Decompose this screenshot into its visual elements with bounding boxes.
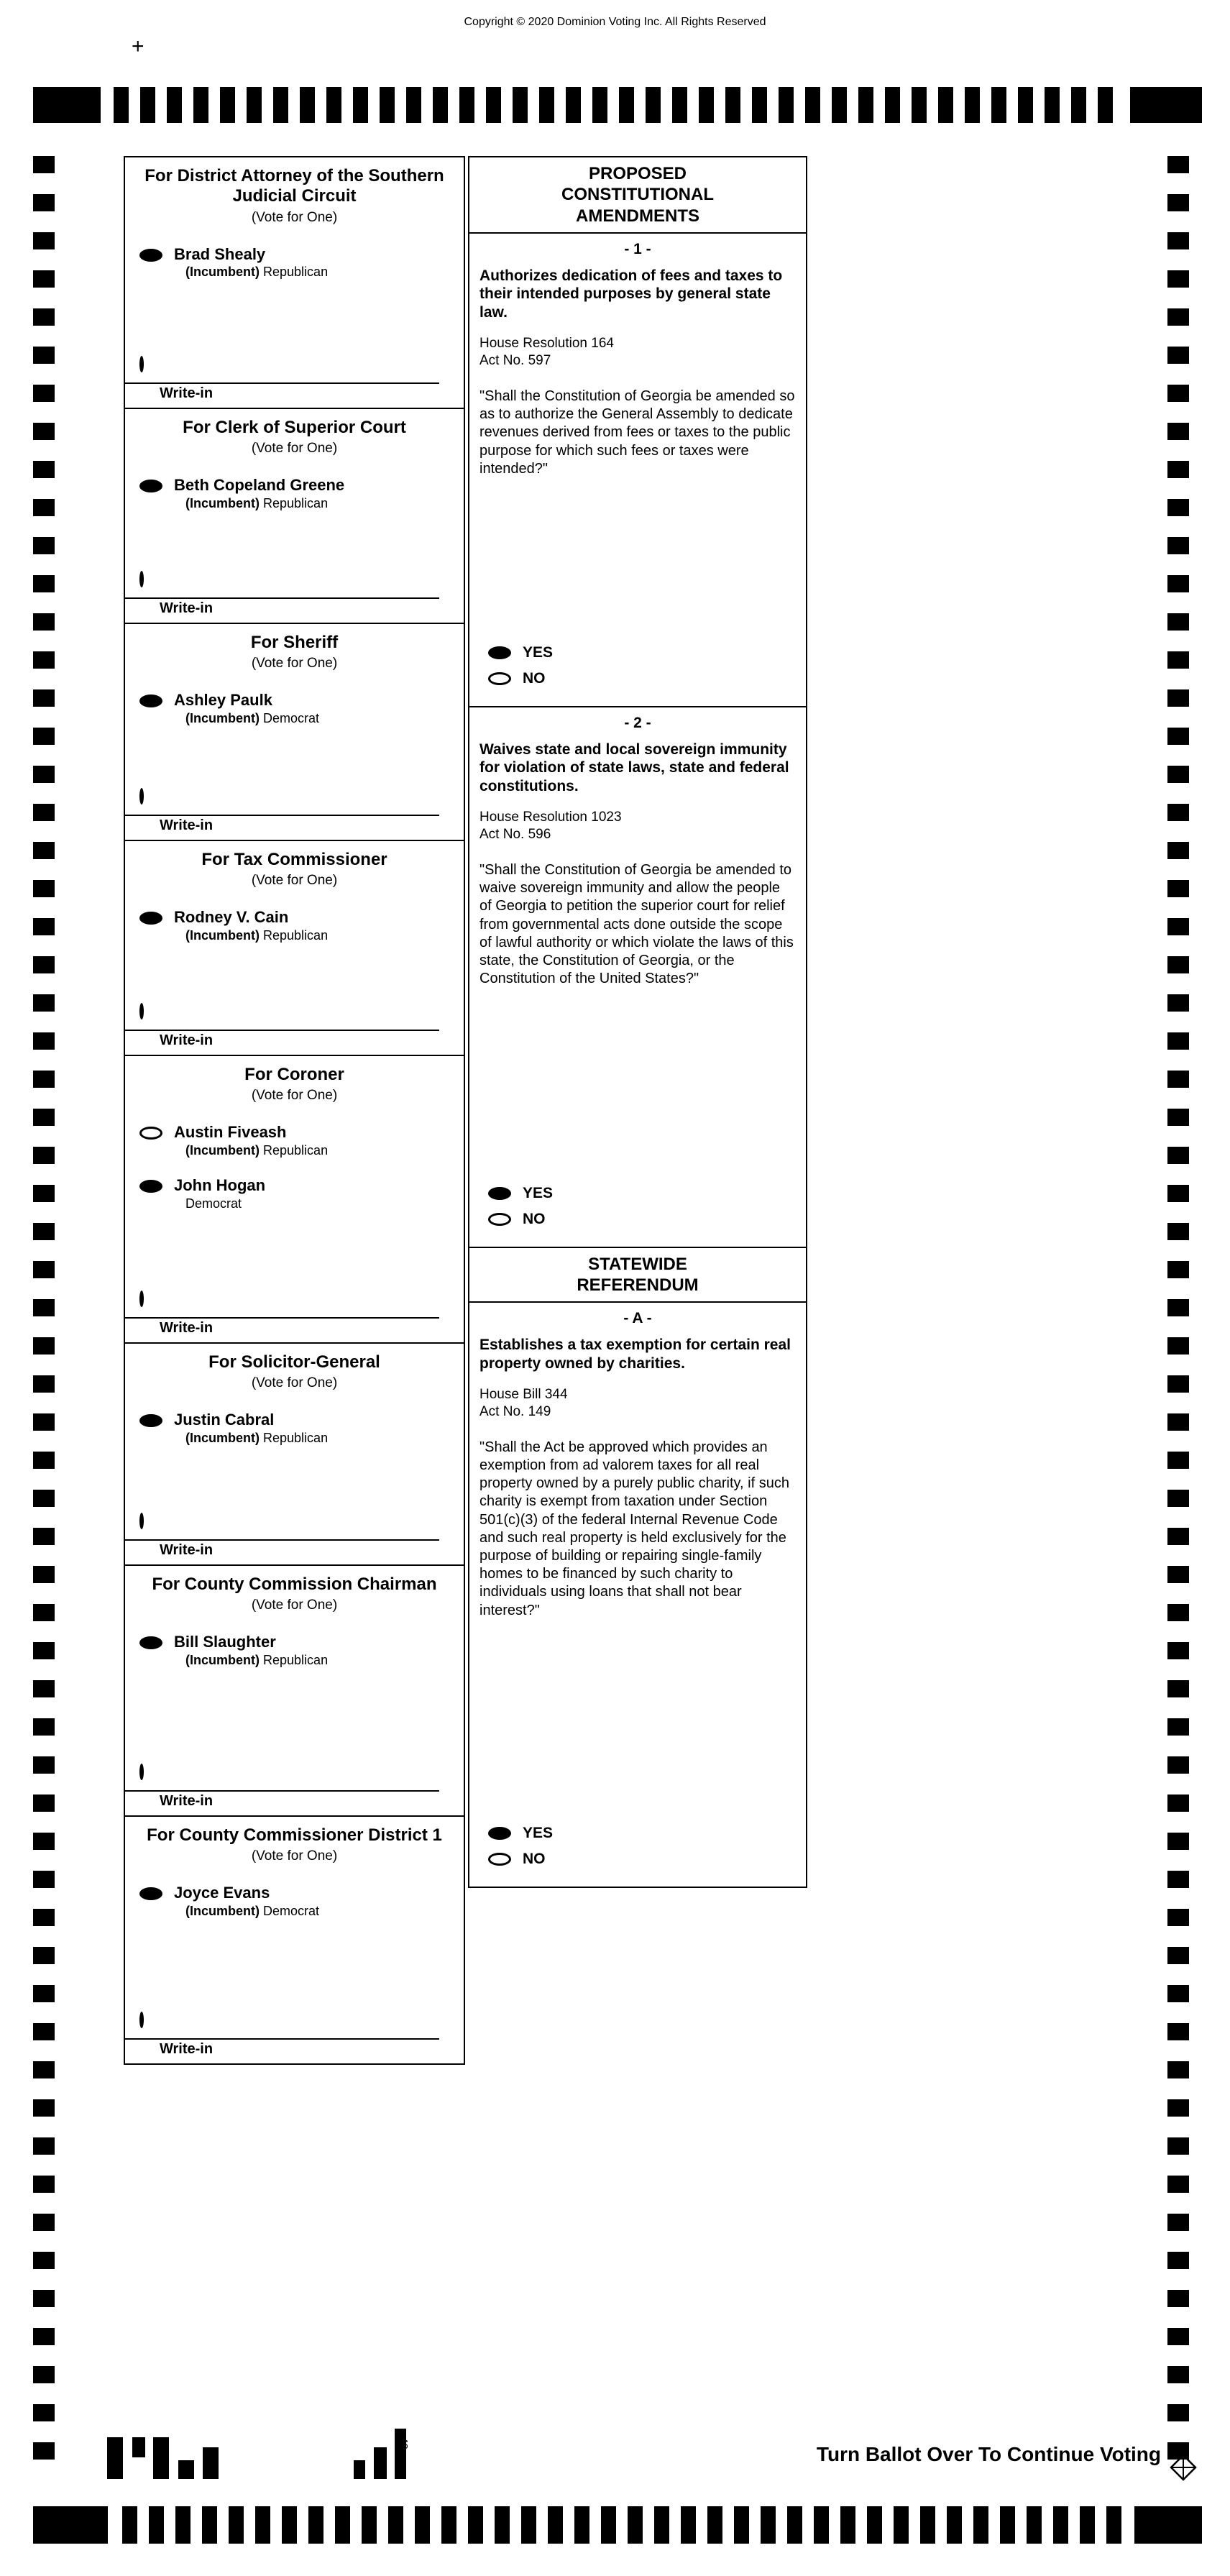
write-in-section [125,1747,464,1815]
write-in-label: Write-in [160,385,214,401]
candidate-row [125,1867,464,1920]
candidate-name: Bill Slaughter [174,1633,276,1651]
contest-solicitor-general [124,1342,465,1566]
contest-county-commission-chairman [124,1564,465,1817]
vote-for-instruction: (Vote for One) [251,1375,338,1391]
candidate-row [125,1160,464,1213]
write-in-label: Write-in [160,1793,214,1809]
write-in-section [125,1274,464,1342]
barcode-bar [203,2447,219,2479]
write-in-oval[interactable] [139,356,144,372]
house-bill-ref: House Bill 344 [479,1386,568,1402]
measure-question: "Shall the Act be approved which provides an exemption from ad valorem taxes for all real property owned by a purely public charity, if such charity is exempt from taxation under Section 501(c)(3) of the federal Internal Revenue Code and such real property is held exclusively for the purpose of building or repairing single-family homes to be financed by such charity to individuals using loans that shall not bear interest?" [479,1439,789,1618]
candidate-name: Justin Cabral [174,1411,275,1429]
timing-marks-left [33,156,55,2468]
measure-references [469,809,806,844]
candidate-qualifier: (Incumbent) [185,1430,260,1445]
barcode-bar [132,2437,145,2457]
candidate-row [125,459,464,513]
candidate-name: Joyce Evans [174,1884,270,1902]
candidate-name: Beth Copeland Greene [174,476,345,495]
candidate-party [174,265,328,280]
candidate-party [174,711,319,726]
candidate-oval[interactable] [139,1414,162,1427]
candidate-info [174,246,328,280]
measure-question: "Shall the Constitution of Georgia be amended so as to authorize the General Assembly to dedicate revenues derived from fees or taxes to the public purpose for which such fees or taxes were intended?" [479,388,795,477]
yes-label: YES [523,1825,554,1842]
candidate-oval[interactable] [139,1127,162,1140]
candidate-oval[interactable] [139,1180,162,1193]
candidate-name: Ashley Paulk [174,691,272,710]
candidate-party [174,496,344,511]
amendments-header-text: PROPOSED CONSTITUTIONAL AMENDMENTS [561,164,714,226]
barcode-bar [374,2447,387,2479]
contest-title: For Solicitor-General [208,1352,380,1372]
barcode-bar [153,2437,169,2479]
yes-label: YES [523,1184,554,1201]
write-in-oval[interactable] [139,1291,144,1307]
write-in-label: Write-in [160,600,214,616]
candidate-qualifier: (Incumbent) [185,495,260,510]
yes-row [488,644,806,661]
measure-summary: Waives state and local sovereign immunity for violation of state laws, state and federal constitutions. [479,741,789,795]
act-number-ref: Act No. 596 [479,827,551,843]
candidate-qualifier: (Incumbent) [185,1903,260,1918]
candidate-oval[interactable] [139,249,162,262]
write-in-label: Write-in [160,1032,214,1048]
measure-references [469,335,806,370]
no-label: NO [523,1851,546,1868]
candidate-party-name: Republican [263,927,329,943]
vote-for-instruction: (Vote for One) [251,873,338,889]
timing-block-bottom-left [33,2506,108,2544]
candidate-qualifier: (Incumbent) [185,710,260,725]
candidate-info [174,909,328,943]
candidate-party [174,1431,328,1446]
measure-amendment-1 [468,232,807,707]
candidate-party-name: Democrat [185,1196,242,1211]
copyright-notice: Copyright © 2020 Dominion Voting Inc. All Rights Reserved [464,16,766,28]
contest-title: For Clerk of Superior Court [183,418,406,437]
candidate-info [174,1411,328,1446]
no-row [488,1851,806,1868]
contest-title: For Coroner [244,1065,344,1084]
write-in-section [125,1995,464,2063]
write-in-section [125,554,464,623]
contest-title: For Tax Commissioner [201,850,387,869]
candidate-info [174,1177,265,1211]
contest-coroner [124,1055,465,1344]
measures-column [468,156,807,1888]
write-in-oval[interactable] [139,1003,144,1019]
candidate-row [125,674,464,728]
candidate-info [174,1124,328,1158]
candidate-party [174,1653,328,1668]
contest-title: For County Commissioner District 1 [147,1825,442,1845]
candidate-qualifier: (Incumbent) [185,1652,260,1667]
no-row [488,670,806,687]
write-in-section [125,771,464,840]
candidate-info [174,1884,319,1919]
barcode-bar [395,2429,406,2479]
yes-oval[interactable] [488,1827,511,1840]
measure-summary: Establishes a tax exemption for certain real property owned by charities. [479,1337,791,1372]
timing-block-top-left [33,87,101,123]
contest-title: For County Commission Chairman [152,1575,437,1594]
yes-row [488,1825,806,1842]
candidate-info [174,477,344,511]
write-in-oval[interactable] [139,571,144,587]
candidate-party-name: Republican [263,1142,329,1158]
write-in-label: Write-in [160,1542,214,1558]
vote-for-instruction: (Vote for One) [251,1848,338,1864]
candidate-qualifier: (Incumbent) [185,927,260,943]
candidate-name: Austin Fiveash [174,1123,287,1142]
yes-no-choices [469,1165,806,1247]
candidate-name: Brad Shealy [174,244,266,263]
timing-block-top-right [1130,87,1202,123]
candidate-row [125,1106,464,1160]
candidate-qualifier: (Incumbent) [185,265,260,280]
candidate-party-name: Democrat [263,710,320,725]
candidate-party-name: Republican [263,265,329,280]
write-in-section [125,986,464,1055]
measure-number: - 2 - [624,714,651,731]
candidate-qualifier: (Incumbent) [185,1142,260,1158]
turn-ballot-instruction: Turn Ballot Over To Continue Voting [816,2443,1161,2465]
yes-no-choices [469,1805,806,1887]
contest-title: For Sheriff [250,633,339,652]
registration-plus-mark: + [132,35,144,58]
write-in-oval[interactable] [139,1513,144,1529]
write-in-label: Write-in [160,2041,214,2057]
write-in-label: Write-in [160,1320,214,1336]
candidate-party [174,1196,265,1211]
yes-no-choices [469,624,806,706]
candidate-party [174,1143,328,1158]
contest-clerk-superior-court [124,408,465,624]
candidate-row [125,891,464,945]
candidate-party-name: Republican [263,1430,329,1445]
contest-district-attorney [124,156,465,409]
candidate-party [174,928,328,943]
barcode-bar [178,2460,194,2479]
referendum-header-text: STATEWIDE REFERENDUM [577,1254,699,1296]
write-in-oval[interactable] [139,2012,144,2028]
vote-for-instruction: (Vote for One) [251,656,338,671]
no-row [488,1211,806,1228]
write-in-section [125,339,464,408]
no-oval[interactable] [488,1213,511,1226]
candidate-party-name: Republican [263,1652,329,1667]
yes-label: YES [523,643,554,661]
timing-marks-right [1167,156,1189,2468]
candidate-party-name: Democrat [263,1903,320,1918]
timing-marks-bottom [122,2506,1129,2544]
no-label: NO [523,1210,546,1227]
measure-number: - 1 - [624,240,651,257]
candidate-row [125,1394,464,1447]
act-number-ref: Act No. 149 [479,1404,551,1420]
candidate-row [125,1616,464,1669]
candidate-row [125,229,464,282]
yes-oval[interactable] [488,1187,511,1200]
no-label: NO [523,669,546,687]
measure-referendum-a [468,1301,807,1888]
timing-marks-top [114,87,1121,123]
house-resolution-ref: House Resolution 1023 [479,809,622,825]
contest-sheriff [124,623,465,841]
write-in-oval[interactable] [139,1764,144,1780]
barcode-bar [107,2437,123,2479]
vote-for-instruction: (Vote for One) [251,441,338,457]
candidate-name: John Hogan [174,1175,266,1194]
measure-references [469,1386,806,1421]
contest-county-commissioner-district-1 [124,1815,465,2065]
no-oval[interactable] [488,1853,511,1866]
write-in-label: Write-in [160,817,214,833]
stub-number: 42 [398,2437,410,2449]
registration-target-icon [1169,2453,1198,2485]
contest-tax-commissioner [124,840,465,1056]
candidate-party-name: Republican [263,495,329,510]
write-in-oval[interactable] [139,788,144,805]
timing-block-bottom-right [1134,2506,1202,2544]
vote-for-instruction: (Vote for One) [251,1088,338,1104]
write-in-section [125,1496,464,1564]
candidate-oval[interactable] [139,480,162,492]
act-number-ref: Act No. 597 [479,353,551,369]
measure-number: - A - [623,1310,652,1327]
vote-for-instruction: (Vote for One) [251,209,338,225]
amendments-header [468,156,807,234]
candidate-info [174,692,319,726]
candidate-oval[interactable] [139,1636,162,1649]
contests-column [124,156,465,2065]
measure-question: "Shall the Constitution of Georgia be amended to waive sovereign immunity and allow the people of Georgia to petition the superior court for relief from governmental acts done outside the scope of lawful authority or which violate the laws of this state, the Constitution of Georgia, or the Constitution of the United States?" [479,862,794,987]
candidate-oval[interactable] [139,912,162,925]
measure-summary: Authorizes dedication of fees and taxes to their intended purposes by general state law. [479,267,783,321]
house-resolution-ref: House Resolution 164 [479,335,614,351]
measure-amendment-2 [468,706,807,1248]
barcode-bar [354,2460,365,2479]
referendum-header [468,1247,807,1303]
yes-oval[interactable] [488,646,511,659]
candidate-name: Rodney V. Cain [174,908,289,927]
yes-row [488,1185,806,1202]
vote-for-instruction: (Vote for One) [251,1598,338,1613]
contest-title: For District Attorney of the Southern Judicial Circuit [144,166,444,206]
candidate-info [174,1633,328,1668]
candidate-party [174,1904,319,1919]
candidate-oval[interactable] [139,1887,162,1900]
candidate-oval[interactable] [139,695,162,707]
no-oval[interactable] [488,672,511,685]
